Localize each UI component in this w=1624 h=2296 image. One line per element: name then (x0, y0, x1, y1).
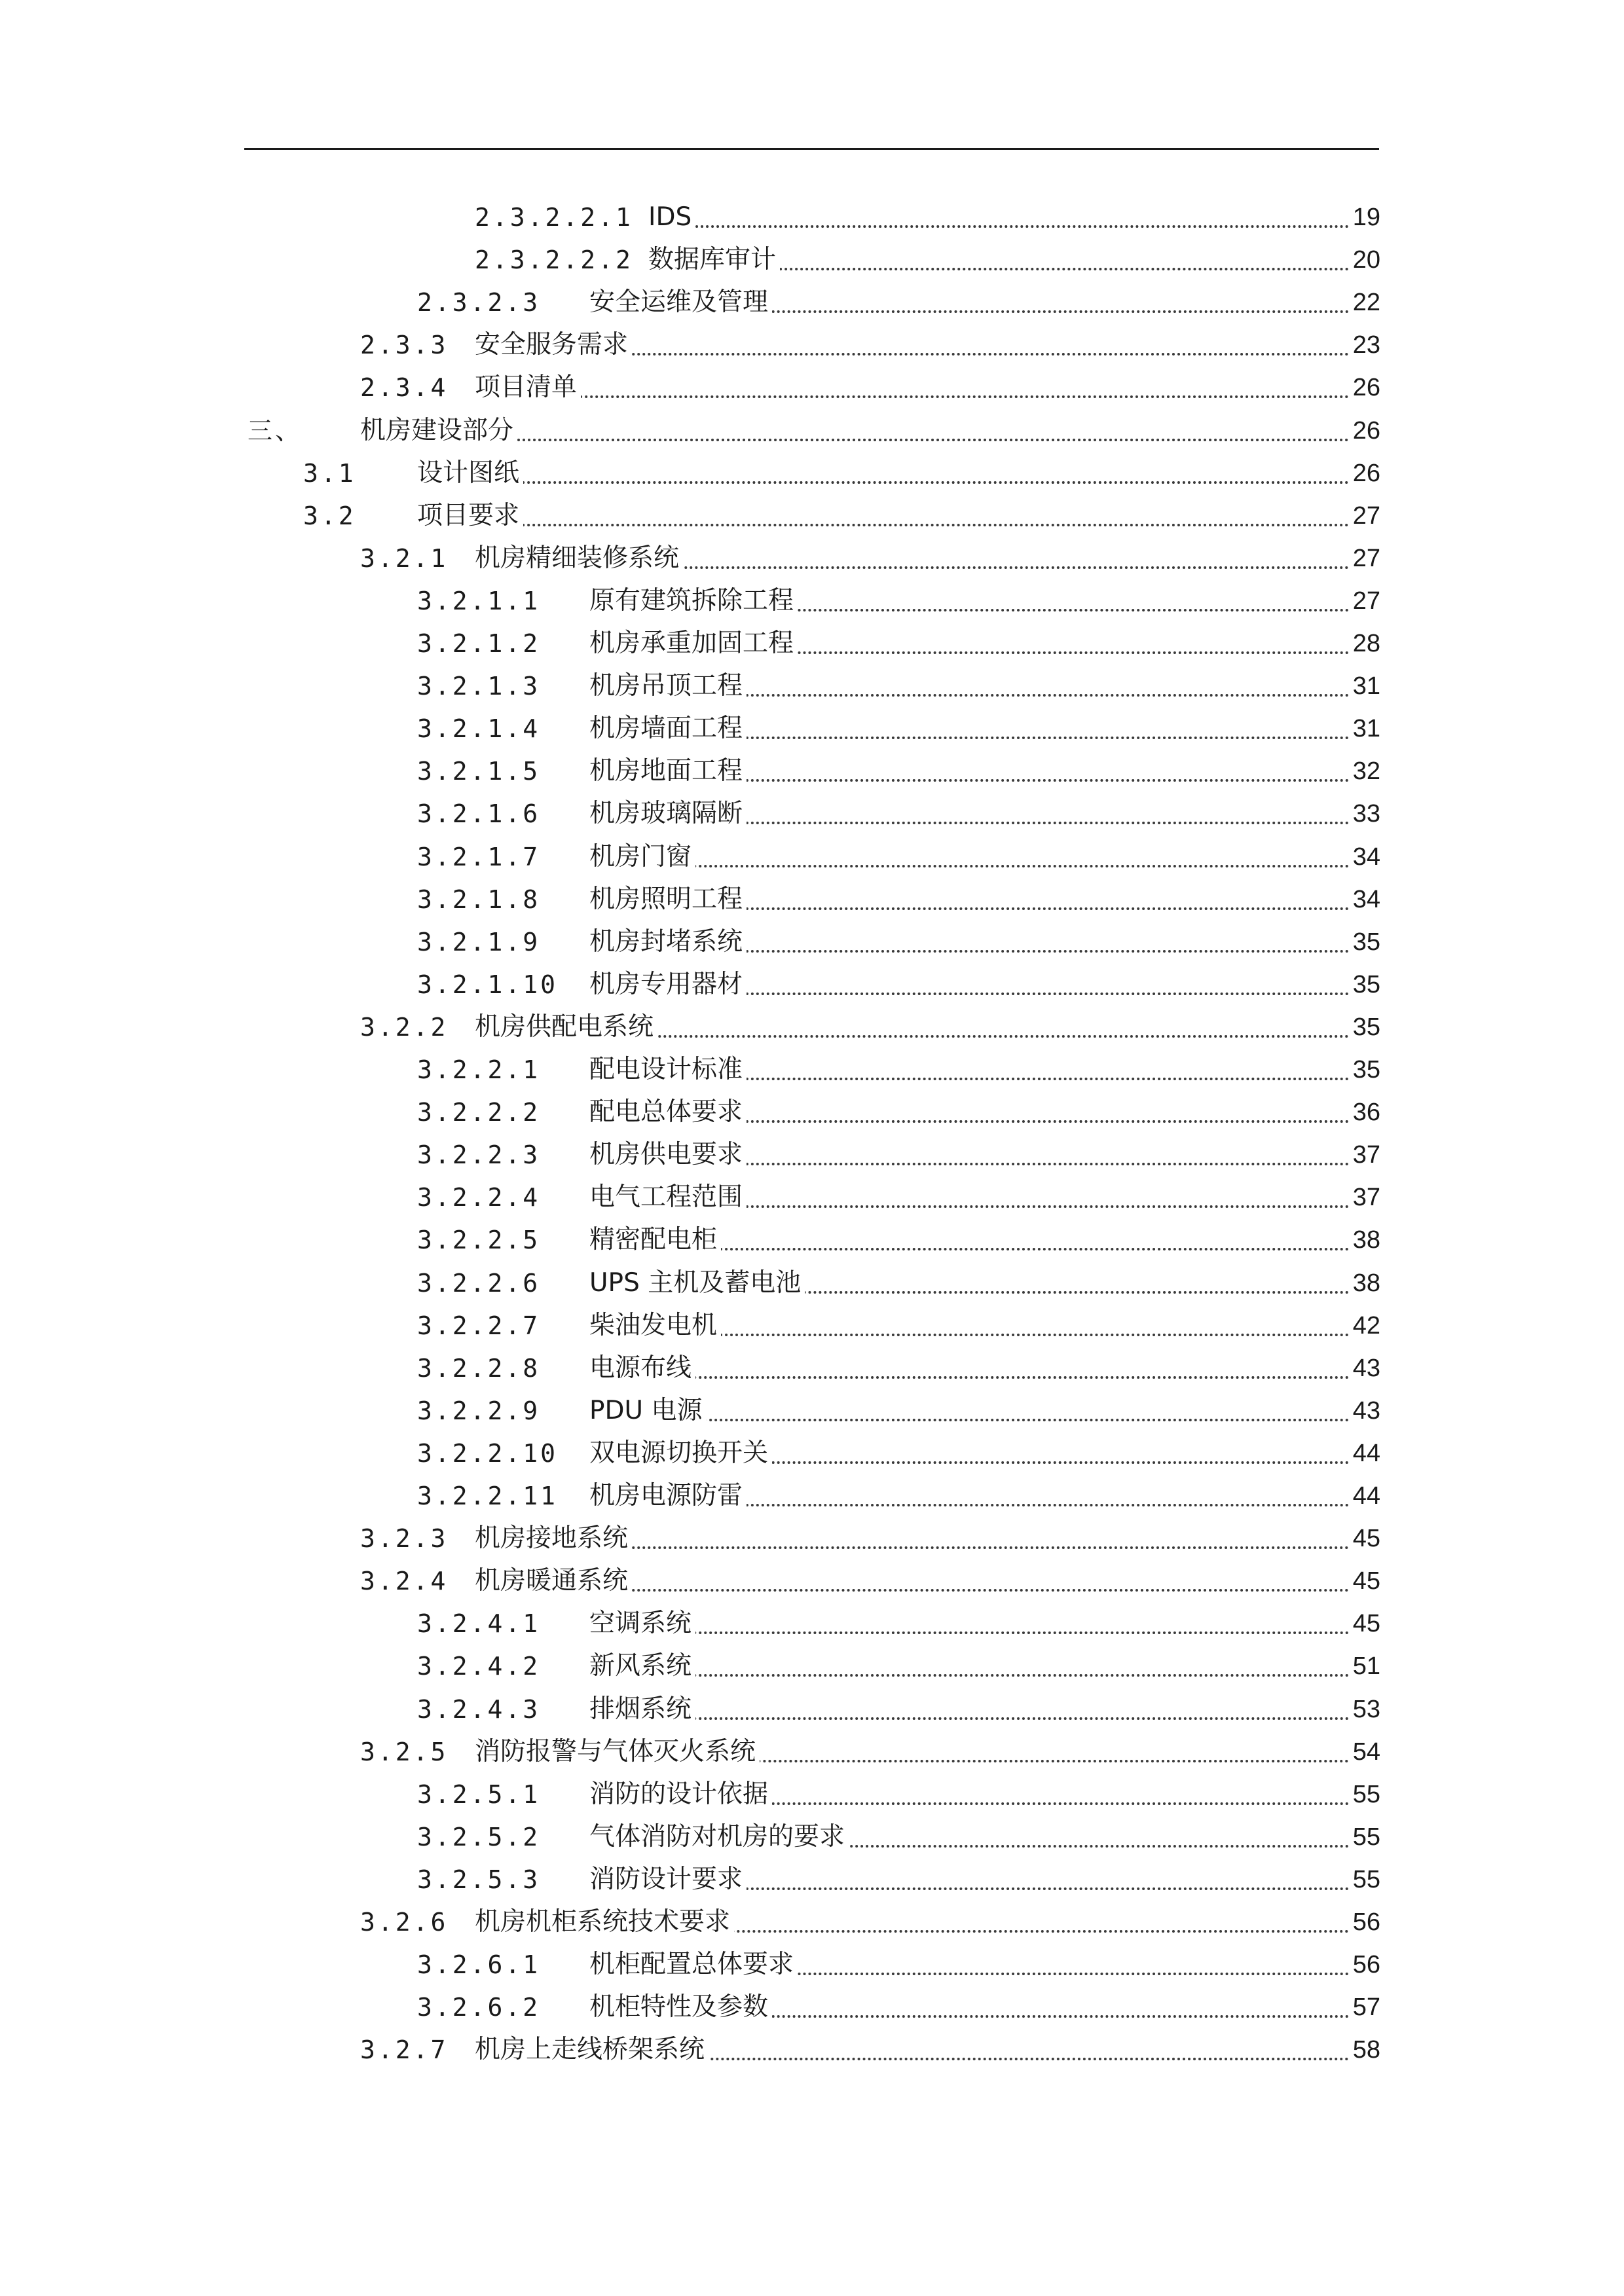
toc-entry-title: 机房精细装修系统 (475, 538, 683, 579)
toc-entry-title: 机房吊顶工程 (589, 665, 747, 707)
toc-entry-title: 机柜配置总体要求 (589, 1944, 798, 1986)
toc-entry-title: 配电设计标准 (589, 1049, 747, 1091)
toc-entry[interactable] (0, 623, 1624, 665)
toc-entry-number: 三、 (248, 416, 303, 445)
toc-entry-title: IDS (648, 196, 695, 238)
toc-entry-page: 51 (1349, 1645, 1380, 1687)
toc-entry-page: 55 (1349, 1859, 1380, 1901)
toc-entry-number: 3.1 (303, 458, 356, 488)
toc-entry-title: 机房供配电系统 (475, 1006, 657, 1048)
toc-entry[interactable] (0, 580, 1624, 622)
toc-entry[interactable] (0, 1006, 1624, 1048)
toc-entry[interactable] (0, 495, 1624, 537)
toc-entry[interactable] (0, 1986, 1624, 2028)
toc-entry-number: 3.2.1.9 (417, 927, 541, 957)
toc-entry[interactable] (0, 879, 1624, 920)
toc-entry-page: 37 (1349, 1134, 1380, 1176)
toc-dot-leader (589, 1419, 1380, 1421)
toc-entry-number: 3.2.4.1 (417, 1609, 541, 1639)
toc-entry-title: 安全运维及管理 (589, 282, 772, 323)
toc-entry-title: 精密配电柜 (589, 1219, 721, 1261)
toc-entry-title: 新风系统 (589, 1645, 695, 1687)
toc-entry-number: 3.2 (303, 501, 356, 530)
toc-entry-title: 气体消防对机房的要求 (589, 1816, 849, 1858)
toc-entry-number: 3.2.2.1 (417, 1055, 541, 1084)
toc-entry[interactable] (0, 1305, 1624, 1347)
toc-entry-number: 3.2.2.6 (417, 1268, 541, 1298)
toc-entry-title: 柴油发电机 (589, 1305, 721, 1347)
toc-entry-title: 排烟系统 (589, 1688, 695, 1730)
toc-entry-number: 3.2.1.8 (417, 884, 541, 914)
toc-entry[interactable] (0, 750, 1624, 792)
toc-entry[interactable] (0, 708, 1624, 750)
toc-entry-page: 23 (1349, 324, 1380, 366)
toc-entry-page: 27 (1349, 580, 1380, 622)
toc-entry-number: 3.2.4.3 (417, 1694, 541, 1724)
toc-entry-number: 3.2.2.8 (417, 1353, 541, 1383)
toc-entry-page: 45 (1349, 1560, 1380, 1602)
toc-entry[interactable] (0, 1390, 1624, 1432)
toc-entry-title: 电源布线 (589, 1347, 695, 1389)
toc-dot-leader (475, 395, 1380, 398)
toc-entry-title: 项目清单 (475, 367, 581, 409)
toc-entry-title: 机房暖通系统 (475, 1560, 632, 1602)
toc-entry[interactable] (0, 964, 1624, 1006)
toc-entry-title: 机房承重加固工程 (589, 623, 798, 665)
toc-entry-page: 35 (1349, 1006, 1380, 1048)
toc-entry-page: 32 (1349, 750, 1380, 792)
toc-entry-number: 3.2.2.3 (417, 1140, 541, 1170)
toc-entry-number: 2.3.4 (360, 373, 449, 403)
toc-entry-number: 3.2.1.5 (417, 757, 541, 786)
toc-entry[interactable] (0, 793, 1624, 835)
toc-entry-page: 45 (1349, 1603, 1380, 1645)
toc-entry[interactable] (0, 665, 1624, 707)
toc-entry[interactable] (0, 1645, 1624, 1687)
toc-entry-number: 3.2.6.1 (417, 1950, 541, 1980)
toc-entry-page: 53 (1349, 1688, 1380, 1730)
toc-entry-page: 27 (1349, 495, 1380, 537)
toc-entry-title: 机房专用器材 (589, 964, 747, 1006)
toc-entry-number: 3.2.2.9 (417, 1396, 541, 1425)
toc-entry[interactable] (0, 1049, 1624, 1091)
toc-entry-page: 36 (1349, 1091, 1380, 1133)
toc-entry-number: 3.2.5.2 (417, 1822, 541, 1851)
toc-entry[interactable] (0, 1475, 1624, 1517)
toc-entry-title: 机房接地系统 (475, 1518, 632, 1559)
toc-entry-title: 机房上走线桥架系统 (475, 2029, 709, 2071)
toc-entry-page: 27 (1349, 538, 1380, 579)
toc-entry-page: 33 (1349, 793, 1380, 835)
toc-entry-title: 数据库审计 (648, 239, 780, 281)
toc-entry-number: 3.2.6.2 (417, 1993, 541, 2022)
toc-entry-page: 34 (1349, 836, 1380, 878)
toc-entry[interactable] (0, 1688, 1624, 1730)
toc-entry[interactable] (0, 452, 1624, 494)
toc-entry-page: 28 (1349, 623, 1380, 665)
toc-entry[interactable] (0, 1560, 1624, 1602)
toc-entry[interactable] (0, 1816, 1624, 1858)
toc-entry-title: 机柜特性及参数 (589, 1986, 772, 2028)
toc-entry-page: 42 (1349, 1305, 1380, 1347)
toc-entry-title: 机房照明工程 (589, 879, 747, 920)
toc-entry-page: 58 (1349, 2029, 1380, 2071)
toc-entry-title: 机房供电要求 (589, 1134, 747, 1176)
toc-dot-leader (417, 524, 1380, 526)
toc-entry-page: 38 (1349, 1262, 1380, 1304)
toc-entry-number: 3.2.7 (360, 2035, 449, 2065)
toc-entry[interactable] (0, 1347, 1624, 1389)
toc-entry-page: 19 (1349, 196, 1380, 238)
toc-entry[interactable] (0, 1859, 1624, 1901)
toc-entry-number: 3.2.2 (360, 1012, 449, 1042)
toc-entry-page: 43 (1349, 1347, 1380, 1389)
toc-entry-page: 56 (1349, 1901, 1380, 1943)
toc-entry[interactable] (0, 282, 1624, 323)
toc-entry-page: 34 (1349, 879, 1380, 920)
toc-entry-title: 机房机柜系统技术要求 (475, 1901, 734, 1943)
toc-entry-title: 配电总体要求 (589, 1091, 747, 1133)
toc-entry[interactable] (0, 410, 1624, 452)
toc-entry-page: 56 (1349, 1944, 1380, 1986)
toc-entry-page: 26 (1349, 367, 1380, 409)
toc-entry-number: 3.2.5 (360, 1737, 449, 1766)
toc-entry-page: 43 (1349, 1390, 1380, 1432)
toc-entry-title: 机房墙面工程 (589, 708, 747, 750)
toc-entry-title: 机房玻璃隔断 (589, 793, 747, 835)
toc-entry-page: 35 (1349, 964, 1380, 1006)
toc-entry-number: 3.2.5.3 (417, 1865, 541, 1894)
toc-entry[interactable] (0, 1262, 1624, 1304)
toc-entry[interactable] (0, 1901, 1624, 1943)
toc-entry-page: 37 (1349, 1176, 1380, 1218)
toc-entry[interactable] (0, 2029, 1624, 2071)
toc-entry-title: PDU 电源 (589, 1390, 707, 1432)
toc-dot-leader (589, 1674, 1380, 1677)
toc-entry-title: 项目要求 (417, 495, 523, 537)
toc-entry-title: 机房建设部分 (360, 410, 517, 452)
toc-dot-leader (589, 865, 1380, 867)
toc-entry-page: 55 (1349, 1774, 1380, 1815)
toc-entry-title: 空调系统 (589, 1603, 695, 1645)
toc-entry-title: 安全服务需求 (475, 324, 632, 366)
toc-entry-number: 3.2.1.2 (417, 629, 541, 658)
toc-entry-title: 消防报警与气体灭火系统 (475, 1731, 760, 1773)
toc-dot-leader (589, 1631, 1380, 1634)
toc-entry-title: 电气工程范围 (589, 1176, 747, 1218)
toc-entry-number: 3.2.4 (360, 1567, 449, 1596)
toc-dot-leader (589, 1717, 1380, 1720)
toc-entry-page: 35 (1349, 921, 1380, 963)
toc-dot-leader (589, 1376, 1380, 1379)
toc-entry-page: 55 (1349, 1816, 1380, 1858)
toc-entry-number: 3.2.1.3 (417, 672, 541, 701)
toc-entry-page: 26 (1349, 452, 1380, 494)
toc-entry-title: 消防的设计依据 (589, 1774, 772, 1815)
toc-entry-number: 3.2.4.2 (417, 1652, 541, 1681)
toc-entry-number: 3.2.2.10 (417, 1438, 559, 1468)
toc-entry-number: 3.2.1.4 (417, 714, 541, 744)
toc-entry[interactable] (0, 324, 1624, 366)
toc-entry-number: 3.2.1.1 (417, 586, 541, 615)
toc-entry[interactable] (0, 196, 1624, 238)
toc-entry-page: 31 (1349, 665, 1380, 707)
toc-entry-page: 44 (1349, 1432, 1380, 1474)
toc-entry-number: 2.3.2.2.2 (475, 246, 633, 275)
toc-entry-number: 3.2.1.7 (417, 842, 541, 871)
toc-entry[interactable] (0, 1774, 1624, 1815)
toc-entry[interactable] (0, 1432, 1624, 1474)
toc-entry-page: 26 (1349, 410, 1380, 452)
toc-dot-leader (648, 225, 1380, 228)
toc-entry[interactable] (0, 921, 1624, 963)
toc-entry-number: 3.2.1.10 (417, 970, 559, 999)
toc-entry-title: 机房封堵系统 (589, 921, 747, 963)
toc-entry-title: 双电源切换开关 (589, 1432, 772, 1474)
toc-entry-title: 消防设计要求 (589, 1859, 747, 1901)
toc-entry[interactable] (0, 1176, 1624, 1218)
toc-entry[interactable] (0, 1134, 1624, 1176)
toc-entry[interactable] (0, 1944, 1624, 1986)
toc-entry[interactable] (0, 239, 1624, 281)
toc-entry-page: 22 (1349, 282, 1380, 323)
toc-entry-number: 3.2.2.7 (417, 1311, 541, 1340)
toc-entry[interactable] (0, 1603, 1624, 1645)
toc-entry-page: 44 (1349, 1475, 1380, 1517)
toc-entry[interactable] (0, 836, 1624, 878)
toc-entry-page: 54 (1349, 1731, 1380, 1773)
toc-entry-page: 31 (1349, 708, 1380, 750)
toc-entry[interactable] (0, 1731, 1624, 1773)
toc-entry[interactable] (0, 367, 1624, 409)
toc-entry[interactable] (0, 1518, 1624, 1559)
toc-entry-number: 3.2.3 (360, 1524, 449, 1554)
toc-dot-leader (417, 481, 1380, 484)
toc-entry-title: 原有建筑拆除工程 (589, 580, 798, 622)
toc-entry-page: 45 (1349, 1518, 1380, 1559)
toc-entry[interactable] (0, 1219, 1624, 1261)
header-rule (244, 148, 1379, 150)
toc-entry[interactable] (0, 538, 1624, 579)
toc-entry-page: 38 (1349, 1219, 1380, 1261)
toc-entry-title: 机房地面工程 (589, 750, 747, 792)
toc-entry-number: 3.2.5.1 (417, 1779, 541, 1809)
toc-entry-number: 2.3.2.2.1 (475, 203, 633, 232)
toc-entry-number: 3.2.1.6 (417, 799, 541, 829)
toc-entry-title: UPS 主机及蓄电池 (589, 1262, 805, 1304)
toc-entry-number: 2.3.2.3 (417, 288, 541, 318)
toc-entry-title: 机房电源防雷 (589, 1475, 747, 1517)
toc-entry-number: 3.2.1 (360, 543, 449, 573)
toc-entry-number: 3.2.2.5 (417, 1226, 541, 1255)
toc-entry-number: 3.2.2.11 (417, 1482, 559, 1510)
toc-entry[interactable] (0, 1091, 1624, 1133)
toc-entry-page: 20 (1349, 239, 1380, 281)
toc-entry-number: 3.2.6 (360, 1908, 449, 1937)
toc-entry-number: 3.2.2.2 (417, 1098, 541, 1127)
toc-entry-title: 设计图纸 (417, 452, 523, 494)
toc-entry-number: 2.3.3 (360, 331, 449, 360)
toc-entry-page: 57 (1349, 1986, 1380, 2028)
toc-entry-number: 3.2.2.4 (417, 1183, 541, 1212)
toc-entry-title: 机房门窗 (589, 836, 695, 878)
toc-entry-page: 35 (1349, 1049, 1380, 1091)
